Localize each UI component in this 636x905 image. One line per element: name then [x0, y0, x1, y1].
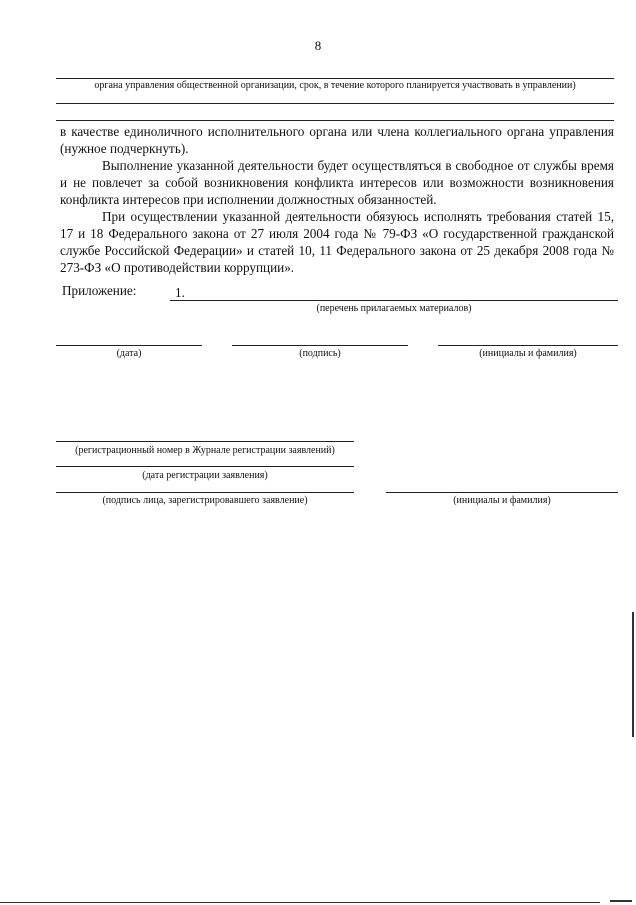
scan-edge-mark [632, 612, 634, 737]
page-number: 8 [314, 38, 322, 53]
body-text [60, 123, 614, 276]
header-line-middle [56, 103, 614, 104]
attachment-caption: (перечень прилагаемых материалов) [316, 303, 472, 314]
initials-line [438, 345, 618, 346]
reg-number-line [56, 441, 354, 442]
header-line-bottom [56, 120, 614, 121]
attachment-label: Приложение: [62, 283, 137, 298]
signature-caption: (подпись) [299, 348, 341, 359]
scan-corner-mark [610, 900, 632, 902]
attachment-line [170, 300, 618, 301]
registrar-signature-line [56, 492, 354, 493]
date-line [56, 345, 202, 346]
registrar-initials-caption: (инициалы и фамилия) [453, 495, 551, 506]
reg-number-caption: (регистрационный номер в Журнале регистрации заявлений) [75, 445, 335, 456]
paragraph-no-conflict: Выполнение указанной деятельности будет осуществляться в свободное от службы время и не повлечет за собой возникновения конфликта интересов или возможности возникновения конфликта интересов при исполнении должностных обязанностей. [60, 158, 614, 207]
header-line-top [56, 78, 614, 79]
header-caption: органа управления общественной организации, срок, в течение которого планируется участвовать в управлении) [94, 80, 576, 91]
initials-caption: (инициалы и фамилия) [479, 348, 577, 359]
reg-date-line [56, 466, 354, 467]
paragraph-legal-obligations: При осуществлении указанной деятельности обязуюсь исполнять требования статей 15, 17 и 18 Федерального закона от 27 июля 2004 года № 79-ФЗ «О государственной гражданской службе Российской Федерации» и статей 10, 11 Федерального закона от 25 декабря 2008 года № 273-ФЗ «О противодействии коррупции». [60, 209, 614, 275]
date-caption: (дата) [116, 348, 142, 359]
scan-bottom-line [0, 902, 600, 903]
signature-line [232, 345, 408, 346]
paragraph-management-role: в качестве единоличного исполнительного органа или члена коллегиального органа управления (нужное подчеркнуть). [60, 124, 614, 156]
registrar-initials-line [386, 492, 618, 493]
registrar-signature-caption: (подпись лица, зарегистрировавшего заявление) [102, 495, 308, 506]
attachment-item-number: 1. [175, 285, 185, 300]
reg-date-caption: (дата регистрации заявления) [142, 470, 268, 481]
